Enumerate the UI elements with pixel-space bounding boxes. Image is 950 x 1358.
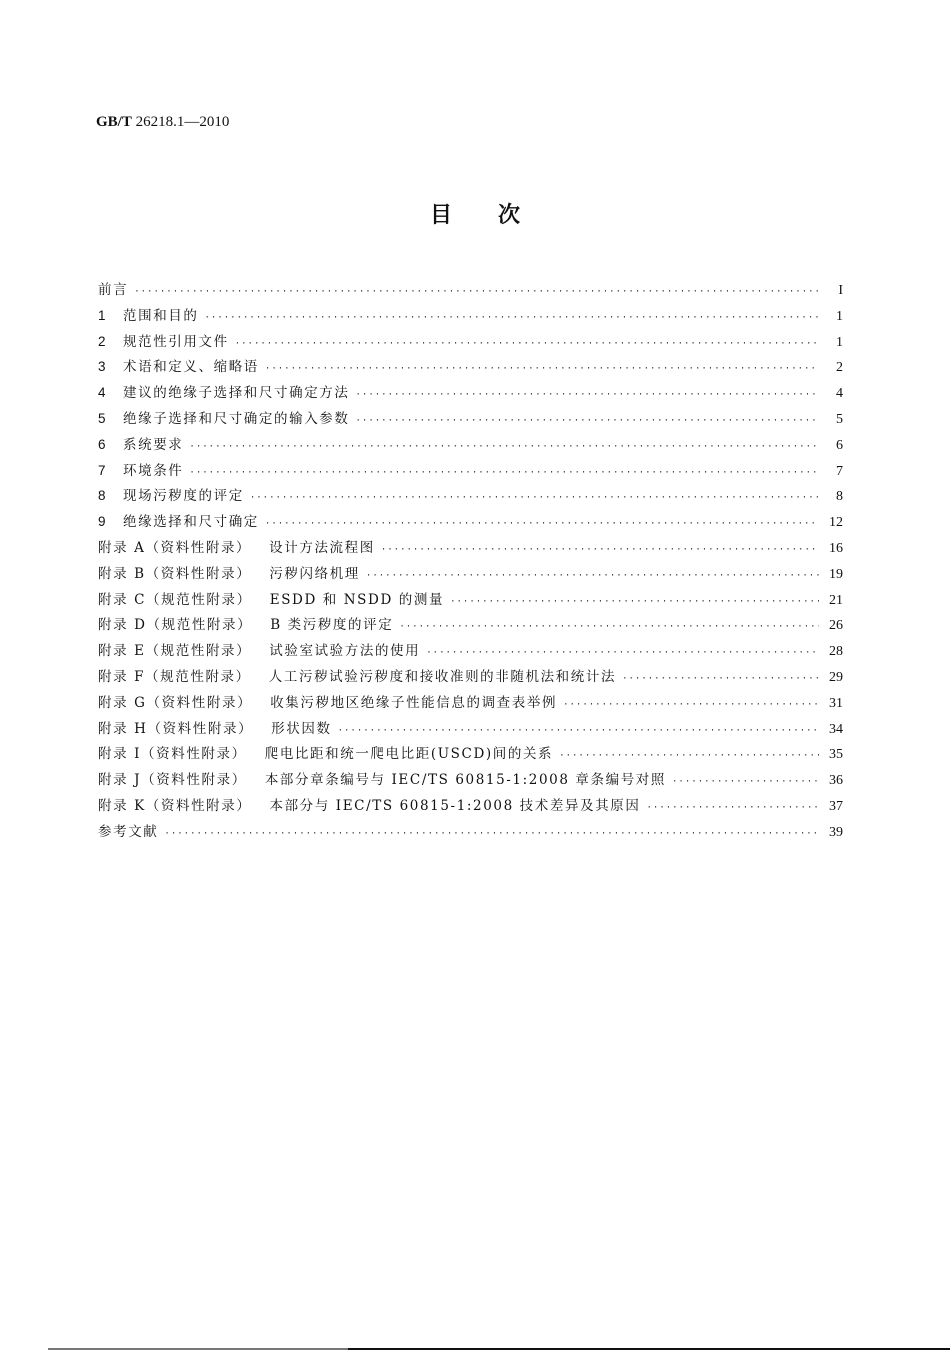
toc-entry[interactable] xyxy=(98,355,843,381)
toc-entry-page: 1 xyxy=(836,334,843,350)
toc-leader-dots xyxy=(381,545,819,555)
toc-leader-dots xyxy=(356,390,820,400)
toc-entry-page: 2 xyxy=(836,360,843,376)
toc-entry-page: 5 xyxy=(836,411,843,427)
toc-entry-label: 绝缘子选择和尺寸确定的输入参数 xyxy=(123,410,350,427)
toc-entry-page: 31 xyxy=(829,695,843,711)
toc-entry-label: B 类污秽度的评定 xyxy=(270,617,394,634)
toc-leader-dots xyxy=(672,777,819,787)
toc-entry-annex-prefix: 附录 G（资料性附录） xyxy=(98,694,253,711)
toc-entry-label: 建议的绝缘子选择和尺寸确定方法 xyxy=(123,385,350,402)
toc-entry-annex-prefix: 附录 F（规范性附录） xyxy=(98,668,251,685)
toc-entry[interactable] xyxy=(98,510,843,536)
toc-entry[interactable] xyxy=(98,330,843,356)
toc-entry[interactable] xyxy=(98,613,843,639)
toc-entry-label: 术语和定义、缩略语 xyxy=(123,359,259,376)
toc-entry-number: 5 xyxy=(98,410,106,426)
toc-leader-dots xyxy=(366,571,819,581)
toc-leader-dots xyxy=(356,416,820,426)
toc-entry-annex-prefix: 附录 E（规范性附录） xyxy=(98,643,252,660)
toc-entry-label: 范围和目的 xyxy=(123,307,199,324)
toc-entry[interactable] xyxy=(98,717,843,743)
toc-entry-annex-prefix: 附录 D（规范性附录） xyxy=(98,617,253,634)
toc-entry-label: 绝缘选择和尺寸确定 xyxy=(123,514,259,531)
toc-entry-page: 35 xyxy=(829,747,843,763)
toc-entry[interactable] xyxy=(98,433,843,459)
toc-entry-label: 前言 xyxy=(98,282,129,298)
toc-entry-label: 本部分与 IEC/TS 60815-1:2008 技术差异及其原因 xyxy=(269,797,641,814)
toc-leader-dots xyxy=(265,364,819,374)
toc-entry-page: 16 xyxy=(829,540,843,556)
toc-entry-annex-prefix: 附录 I（资料性附录） xyxy=(98,746,247,763)
toc-entry[interactable] xyxy=(98,794,843,820)
standard-code-prefix: GB/T xyxy=(96,114,132,130)
toc-entry[interactable] xyxy=(98,381,843,407)
toc-entry-page: 29 xyxy=(829,669,843,685)
toc-entry[interactable] xyxy=(98,562,843,588)
toc-leader-dots xyxy=(646,803,819,813)
toc-leader-dots xyxy=(559,751,819,761)
toc-leader-dots xyxy=(250,493,819,503)
toc-leader-dots xyxy=(622,674,819,684)
toc-leader-dots xyxy=(164,829,819,839)
toc-entry-page: 26 xyxy=(829,618,843,634)
toc-leader-dots xyxy=(189,442,819,452)
page-title: 目次 xyxy=(429,203,566,228)
toc-entry-page: 19 xyxy=(829,566,843,582)
toc-entry-label: 系统要求 xyxy=(123,436,184,453)
toc-entry-label: 爬电比距和统一爬电比距(USCD)间的关系 xyxy=(264,746,554,763)
toc-entry-label: 本部分章条编号与 IEC/TS 60815-1:2008 章条编号对照 xyxy=(264,772,667,789)
toc-entry-label: 参考文献 xyxy=(98,823,159,840)
toc-entry-number: 8 xyxy=(98,488,106,504)
toc-entry-page: 37 xyxy=(829,798,843,814)
toc-entry-page: I xyxy=(838,283,843,298)
toc-entry-label: 环境条件 xyxy=(123,462,184,479)
toc-entry-page: 34 xyxy=(829,721,843,737)
toc-leader-dots xyxy=(450,597,819,607)
toc-leader-dots xyxy=(265,519,819,529)
footer-rule-faded xyxy=(48,1348,348,1350)
toc-entry-page: 6 xyxy=(836,437,843,453)
toc-entry[interactable] xyxy=(98,691,843,717)
toc-entry-label: 形状因数 xyxy=(271,720,332,737)
toc-entry-annex-prefix: 附录 A（资料性附录） xyxy=(98,539,252,556)
toc-entry-page: 21 xyxy=(829,592,843,608)
toc-entry-number: 4 xyxy=(98,385,106,401)
toc-entry-number: 3 xyxy=(98,359,106,375)
toc-leader-dots xyxy=(134,287,819,297)
toc-entry-annex-prefix: 附录 C（规范性附录） xyxy=(98,591,252,608)
toc-entry-page: 4 xyxy=(836,386,843,402)
toc-entry-number: 1 xyxy=(98,307,106,323)
toc-entry-number: 7 xyxy=(98,462,106,478)
toc-entry[interactable] xyxy=(98,742,843,768)
toc-entry-page: 39 xyxy=(829,824,843,840)
toc-entry[interactable] xyxy=(98,407,843,433)
toc-entry-label: 污秽闪络机理 xyxy=(269,565,360,582)
toc-entry-annex-prefix: 附录 H（资料性附录） xyxy=(98,720,254,737)
toc-leader-dots xyxy=(426,648,819,658)
toc-entry[interactable] xyxy=(98,768,843,794)
toc-leader-dots xyxy=(399,622,819,632)
toc-entry-page: 7 xyxy=(836,463,843,479)
toc-entry-label: 设计方法流程图 xyxy=(269,539,375,556)
toc-entry-annex-prefix: 附录 J（资料性附录） xyxy=(98,772,247,789)
toc-entry-label: 现场污秽度的评定 xyxy=(123,488,244,505)
toc-entry-label: 收集污秽地区绝缘子性能信息的调查表举例 xyxy=(270,694,558,711)
toc-entry-number: 2 xyxy=(98,333,106,349)
toc-entry-label: 试验室试验方法的使用 xyxy=(269,643,421,660)
toc-leader-dots xyxy=(235,339,819,349)
toc-entry[interactable] xyxy=(98,536,843,562)
toc-entry-label: 人工污秽试验污秽度和接收准则的非随机法和统计法 xyxy=(268,668,617,685)
standard-code-number: 26218.1—2010 xyxy=(135,114,230,130)
toc-entry[interactable] xyxy=(98,459,843,485)
toc-entry[interactable] xyxy=(98,278,843,304)
toc-entry-annex-prefix: 附录 B（资料性附录） xyxy=(98,565,252,582)
toc-leader-dots xyxy=(563,700,819,710)
toc-entry-page: 12 xyxy=(829,515,843,531)
toc-entry[interactable] xyxy=(98,588,843,614)
toc-entry[interactable] xyxy=(98,639,843,665)
toc-entry-page: 1 xyxy=(836,308,843,324)
toc-entry-page: 36 xyxy=(829,773,843,789)
toc-entry-label: 规范性引用文件 xyxy=(123,333,229,350)
toc-entry-page: 8 xyxy=(836,489,843,505)
toc-entry[interactable] xyxy=(98,484,843,510)
toc-entry-number: 9 xyxy=(98,514,106,530)
toc-entry[interactable] xyxy=(98,304,843,330)
toc-leader-dots xyxy=(205,313,820,323)
table-of-contents xyxy=(98,278,843,846)
toc-entry-page: 28 xyxy=(829,644,843,660)
toc-entry-annex-prefix: 附录 K（资料性附录） xyxy=(98,797,252,814)
toc-leader-dots xyxy=(189,468,819,478)
toc-entry[interactable] xyxy=(98,665,843,691)
toc-leader-dots xyxy=(338,726,819,736)
toc-entry-number: 6 xyxy=(98,436,106,452)
toc-entry[interactable] xyxy=(98,820,843,846)
toc-entry-label: ESDD 和 NSDD 的测量 xyxy=(269,591,445,608)
standard-code xyxy=(96,114,229,131)
